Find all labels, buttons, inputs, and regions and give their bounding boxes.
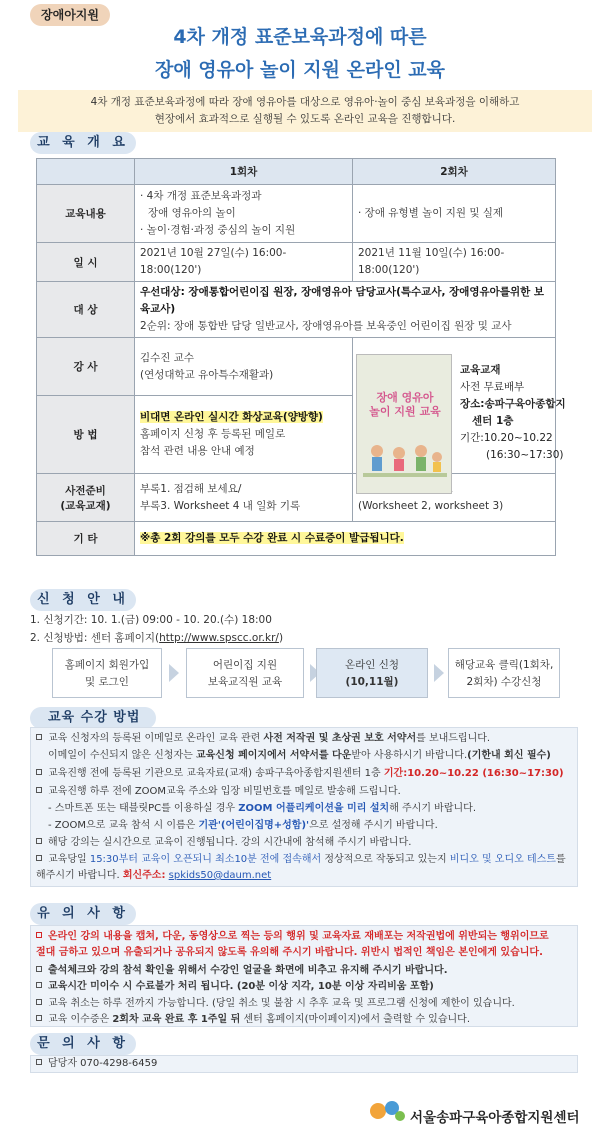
cell-line: 비대면 온라인 실시간 화상교육(양방향) — [140, 411, 323, 423]
step-menu — [186, 648, 304, 698]
homepage-link[interactable]: http://www.spscc.or.kr/ — [159, 632, 279, 644]
table-corner — [37, 159, 135, 185]
section-apply-heading: 신 청 안 내 — [30, 589, 136, 611]
intro-line: 현장에서 효과적으로 실행될 수 있도록 온라인 교육을 진행합니다. — [154, 113, 456, 125]
note-item: 교육 취소는 하루 전까지 가능합니다. (당일 취소 및 불참 시 추후 교육 및 프로그램 신청에 제한이 있습니다. — [36, 996, 515, 1012]
textbook-title — [365, 391, 445, 419]
row-label: 일 시 — [37, 243, 135, 282]
table-cell — [135, 522, 556, 556]
method-item: 해당 강의는 실시간으로 교육이 진행됩니다. 강의 시간내에 참석해 주시기 바랍니다. — [36, 835, 411, 851]
table-cell — [135, 338, 353, 396]
step-line: 보육교직원 교육 — [207, 676, 283, 688]
row-label-line: (교육교재) — [60, 499, 111, 512]
cell-line: 2순위: 장애 통합반 담당 일반교사, 장애영유아를 보육중인 어린이집 원장 및 교사 — [140, 320, 512, 332]
step-line: 2회차) 수강신청 — [466, 676, 542, 688]
cell-line: 부록3. Worksheet 4 내 일화 기록 — [140, 499, 301, 512]
note-item: 온라인 강의 내용을 캡쳐, 다운, 동영상으로 찍는 등의 행위 및 교육자료 재배포는 저작권법에 위반되는 행위이므로 — [36, 929, 549, 945]
textbook-info-line: 사전 무료배부 — [460, 381, 525, 393]
textbook-info-line: 기간:10.20~10.22 — [460, 432, 553, 444]
apply-method — [30, 629, 283, 647]
cell-line: · 놀이·경험·과정 중심의 놀이 지원 — [140, 224, 296, 236]
section-contact-heading: 문 의 사 항 — [30, 1033, 136, 1055]
contact-item: 담당자 070-4298-6459 — [36, 1056, 157, 1072]
method-item: 교육진행 전에 등록된 기관으로 교육자료(교재) 송파구육아종합지원센터 1층 기간:10.20~10.22 (16:30~17:30) — [36, 766, 564, 782]
cell-line: · 4차 개정 표준보육과정과 — [140, 190, 262, 202]
row-label: 방 법 — [37, 396, 135, 474]
col-header-session1: 1회차 — [135, 159, 353, 185]
table-cell — [135, 282, 556, 338]
step-signup — [52, 648, 162, 698]
textbook-info-line: (16:30~17:30) — [486, 449, 564, 461]
cell-line: 우선대상: 장애통합어린이집 원장, 장애영유아 담당교사(특수교사, 장애영유아를위한 보육교사) — [140, 286, 545, 315]
category-tag: 장애아지원 — [30, 4, 110, 26]
note-item: 교육 이수증은 2회차 교육 완료 후 1주일 뒤 센터 홈페이지(마이페이지)에서 출력할 수 있습니다. — [36, 1012, 470, 1028]
apply-method-text: 2. 신청방법: 센터 홈페이지( — [30, 632, 160, 644]
method-item: 해주시기 바랍니다. 회신주소: spkids50@daum.net — [36, 870, 272, 881]
textbook-title-line: 장애 영유아 — [376, 391, 434, 404]
note-item: 출석체크와 강의 참석 확인을 위해서 수강인 얼굴을 화면에 비추고 유지해 주시기 바랍니다. — [36, 963, 448, 979]
table-cell: · 장애 유형별 놀이 지원 및 실제 — [353, 185, 556, 243]
intro-line: 4차 개정 표준보육과정에 따라 장애 영유아를 대상으로 영유아·놀이 중심 보육과정을 이해하고 — [90, 96, 520, 108]
method-item: - ZOOM으로 교육 참석 시 이름은 기관'(어린이집명+성함)'으로 설정해 주시기 바랍니다. — [48, 820, 438, 831]
cell-line: 장애 영유아의 놀이 — [148, 207, 236, 219]
table-cell: 2021년 11월 10일(수) 16:00-18:00(120') — [353, 243, 556, 282]
textbook-image — [356, 354, 452, 494]
row-label: 기 타 — [37, 522, 135, 556]
note-item: 교육시간 미이수 시 수료불가 처리 됩니다. (20분 이상 지각, 10분 이상 자리비움 포함) — [36, 979, 434, 995]
table-row — [37, 282, 556, 338]
table-row — [37, 243, 556, 282]
textbook-info — [460, 362, 570, 464]
row-label: 강 사 — [37, 338, 135, 396]
method-item: - 스마트폰 또는 태블릿PC를 이용하실 경우 ZOOM 어플리케이션을 미리 설치해 주시기 바랍니다. — [48, 803, 477, 814]
table-row — [37, 474, 556, 522]
step-online-apply — [316, 648, 428, 698]
cell-line: (연성대학교 유아특수재활과) — [140, 368, 274, 381]
center-logo-icon — [368, 1098, 408, 1124]
method-item: 교육진행 하루 전에 ZOOM교육 주소와 입장 비밀번호를 메일로 발송해 드립니다. — [36, 784, 401, 800]
table-cell — [135, 396, 353, 474]
table-row — [37, 185, 556, 243]
step-line: 온라인 신청 — [344, 659, 400, 671]
section-overview-heading: 교 육 개 요 — [30, 132, 136, 154]
apply-method-text: ) — [278, 632, 284, 644]
step-line: (10,11월) — [345, 676, 399, 688]
children-illustration — [363, 437, 447, 481]
table-cell — [135, 474, 353, 522]
col-header-session2: 2회차 — [353, 159, 556, 185]
step-line: 어린이집 지원 — [212, 659, 278, 671]
section-notes-heading: 유 의 사 항 — [30, 903, 136, 925]
step-register — [448, 648, 560, 698]
row-label-line: 사전준비 — [65, 484, 106, 497]
textbook-info-line: 센터 1층 — [472, 415, 514, 427]
course-table — [36, 158, 556, 556]
chevron-right-icon — [169, 664, 179, 682]
row-label — [37, 474, 135, 522]
note-item: 절대 금하고 있으며 유출되거나 공유되지 않도록 유의해 주시기 바랍니다. 위반시 법적인 책임은 본인에게 있습니다. — [36, 947, 543, 958]
email-link[interactable]: spkids50@daum.net — [168, 870, 272, 881]
page-title-line2: 장애 영유아 놀이 지원 온라인 교육 — [154, 59, 446, 81]
intro-box — [18, 90, 592, 132]
table-cell — [135, 185, 353, 243]
step-line: 해당교육 클릭(1회차, — [454, 659, 554, 671]
row-label: 대 상 — [37, 282, 135, 338]
step-line: 및 로그인 — [85, 676, 129, 688]
center-name: 서울송파구육아종합지원센터 — [410, 1110, 580, 1126]
textbook-title-line: 놀이 지원 교육 — [369, 405, 441, 418]
textbook-info-line: 교육교재 — [460, 364, 501, 376]
row-label: 교육내용 — [37, 185, 135, 243]
cell-line: (Worksheet 2, worksheet 3) — [358, 499, 504, 512]
textbook-info-line: 장소:송파구육아종합지 — [460, 398, 566, 410]
method-item: 이메일이 수신되지 않은 신청자는 교육신청 페이지에서 서약서를 다운받아 사용하시기 바랍니다.(기한내 회신 필수) — [48, 750, 551, 761]
section-method-heading: 교육 수강 방법 — [30, 707, 156, 729]
method-item: 교육당일 15:30부터 교육이 오픈되니 최소10분 전에 접속해서 정상적으로 작동되고 있는지 비디오 및 오디오 테스트를 — [36, 852, 566, 868]
cell-line: 참석 관련 내용 안내 예정 — [140, 445, 255, 457]
cell-line: 부록1. 점검해 보세요/ — [140, 482, 242, 495]
cell-line: 홈페이지 신청 후 등록된 메일로 — [140, 428, 286, 440]
cell-line: 김수진 교수 — [140, 351, 195, 364]
table-cell: 2021년 10월 27일(수) 16:00-18:00(120') — [135, 243, 353, 282]
cell-line: ※총 2회 강의를 모두 수강 완료 시 수료증이 발급됩니다. — [140, 532, 404, 544]
chevron-right-icon — [434, 664, 444, 682]
apply-period: 1. 신청기간: 10. 1.(금) 09:00 - 10. 20.(수) 18:00 — [30, 614, 272, 626]
page-title-line1: 4차 개정 표준보육과정에 따른 — [173, 26, 427, 48]
table-row — [37, 522, 556, 556]
step-line: 홈페이지 회원가입 — [64, 659, 150, 671]
method-item: 교육 신청자의 등록된 이메일로 온라인 교육 관련 사전 저작권 및 초상권 보호 서약서를 보내드립니다. — [36, 731, 490, 747]
